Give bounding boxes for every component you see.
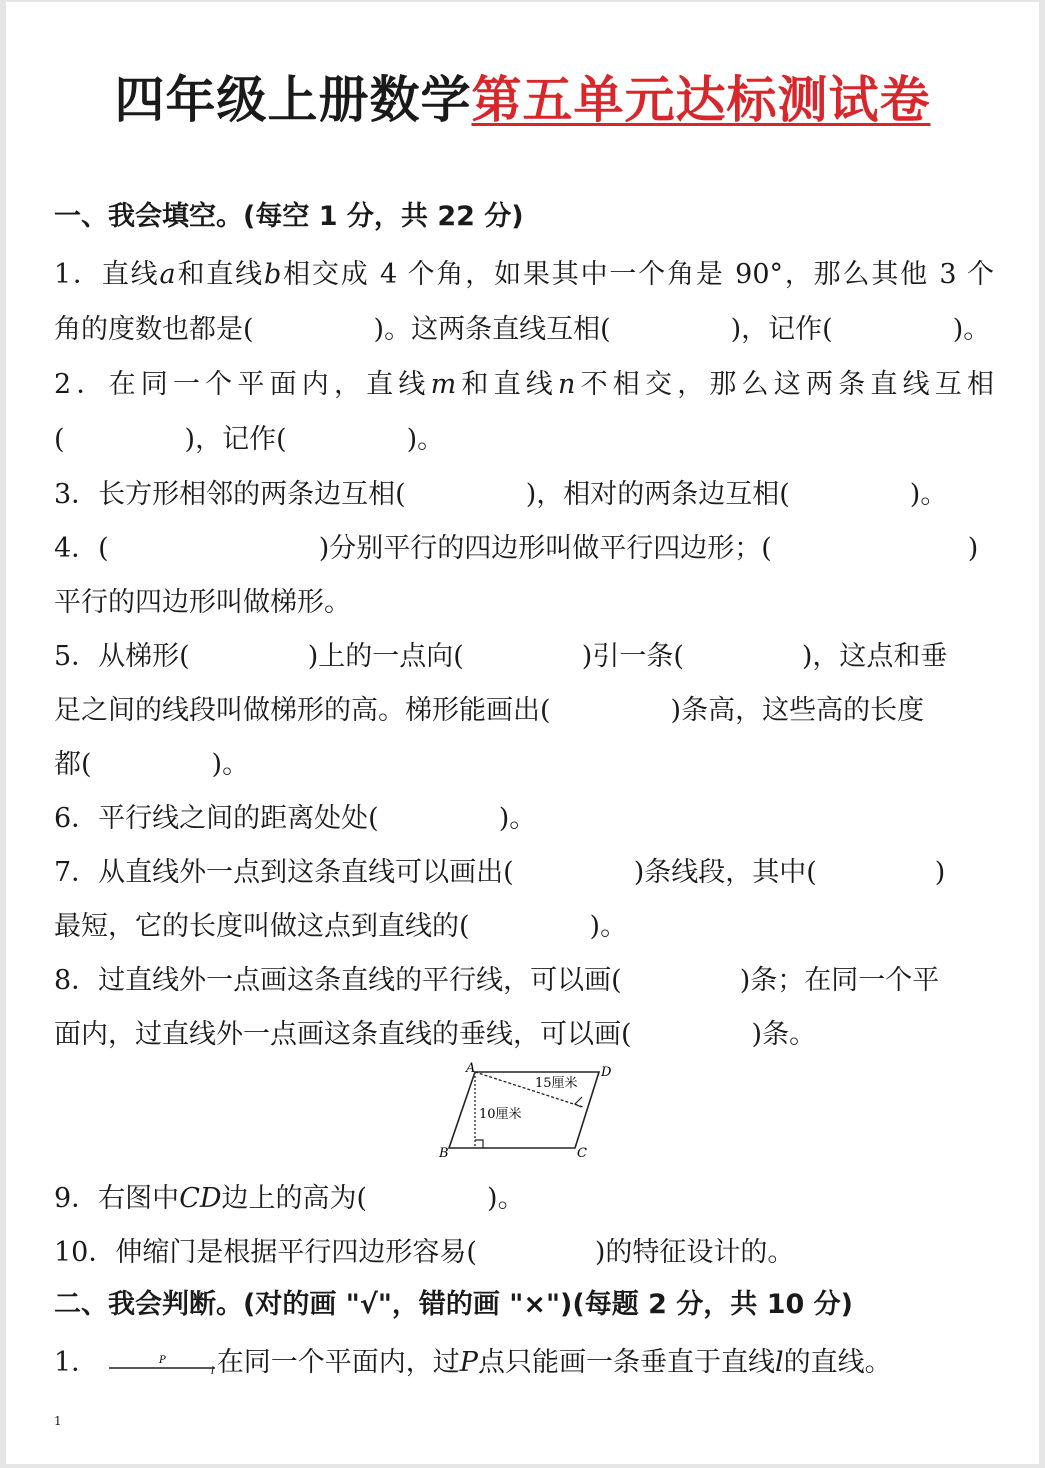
q8-line-2: 面内，过直线外一点画这条直线的垂线，可以画( )条。 bbox=[54, 1019, 817, 1050]
svg-text:l: l bbox=[210, 1365, 214, 1375]
right-angle-mark-cd bbox=[575, 1097, 582, 1107]
parallelogram-diagram bbox=[431, 1060, 621, 1160]
q7-line-1: 7．从直线外一点到这条直线可以画出( )条线段，其中( ) bbox=[54, 857, 946, 888]
section-1-header: 一、我会填空。(每空 1 分，共 22 分) bbox=[54, 201, 524, 232]
q5-line-1: 5．从梯形( )上的一点向( )引一条( )，这点和垂 bbox=[54, 641, 948, 672]
vertex-D: D bbox=[601, 1065, 612, 1080]
line-l-with-point-p-icon bbox=[107, 1353, 217, 1375]
q7-line-2: 最短，它的长度叫做这点到直线的( )。 bbox=[54, 911, 628, 942]
q2-line-2: ( )，记作( )。 bbox=[54, 424, 445, 455]
q8-line-1: 8．过直线外一点画这条直线的平行线，可以画( )条；在同一个平 bbox=[54, 965, 940, 996]
q4-line-2: 平行的四边形叫做梯形。 bbox=[54, 587, 351, 618]
q3-line: 3．长方形相邻的两条边互相( )，相对的两条边互相( )。 bbox=[54, 479, 948, 510]
vertex-A: A bbox=[466, 1061, 476, 1076]
svg-text:P: P bbox=[158, 1354, 166, 1366]
title-black: 四年级上册数学 bbox=[114, 71, 472, 129]
q1-line-2: 角的度数也都是( )。这两条直线互相( )，记作( )。 bbox=[54, 314, 991, 345]
q9-line: 9．右图中CD边上的高为( )。 bbox=[54, 1183, 525, 1214]
q1-line-1: 1．直线a和直线b相交成 4 个角，如果其中一个角是 90°，那么其他 3 个 bbox=[54, 259, 995, 290]
q6-line: 6．平行线之间的距离处处( )。 bbox=[54, 803, 537, 834]
q5-line-2: 足之间的线段叫做梯形的高。梯形能画出( )条高，这些高的长度 bbox=[54, 695, 925, 726]
q10-line: 10．伸缩门是根据平行四边形容易( )的特征设计的。 bbox=[54, 1237, 795, 1268]
section-2-header: 二、我会判断。(对的画 "√"，错的画 "×")(每题 2 分，共 10 分) bbox=[54, 1289, 854, 1320]
q2-line-1: 2．在同一个平面内，直线m和直线n不相交，那么这两条直线互相 bbox=[54, 369, 995, 400]
vertex-C: C bbox=[577, 1146, 587, 1160]
label-10cm: 10厘米 bbox=[479, 1107, 522, 1122]
label-15cm: 15厘米 bbox=[535, 1076, 578, 1091]
title-red: 第五单元达标测试卷 bbox=[471, 71, 931, 129]
judge-1-line: 1． P l 在同一个平面内，过P点只能画一条垂直于直线l的直线。 bbox=[54, 1347, 892, 1378]
page-number: 1 bbox=[54, 1414, 62, 1428]
right-angle-mark-bc bbox=[475, 1140, 483, 1148]
q4-line-1: 4．( )分别平行的四边形叫做平行四边形；( ) bbox=[54, 533, 979, 564]
worksheet-page bbox=[6, 2, 1039, 1464]
q5-line-3: 都( )。 bbox=[54, 749, 250, 780]
vertex-B: B bbox=[439, 1146, 449, 1160]
page-title bbox=[6, 60, 1039, 132]
